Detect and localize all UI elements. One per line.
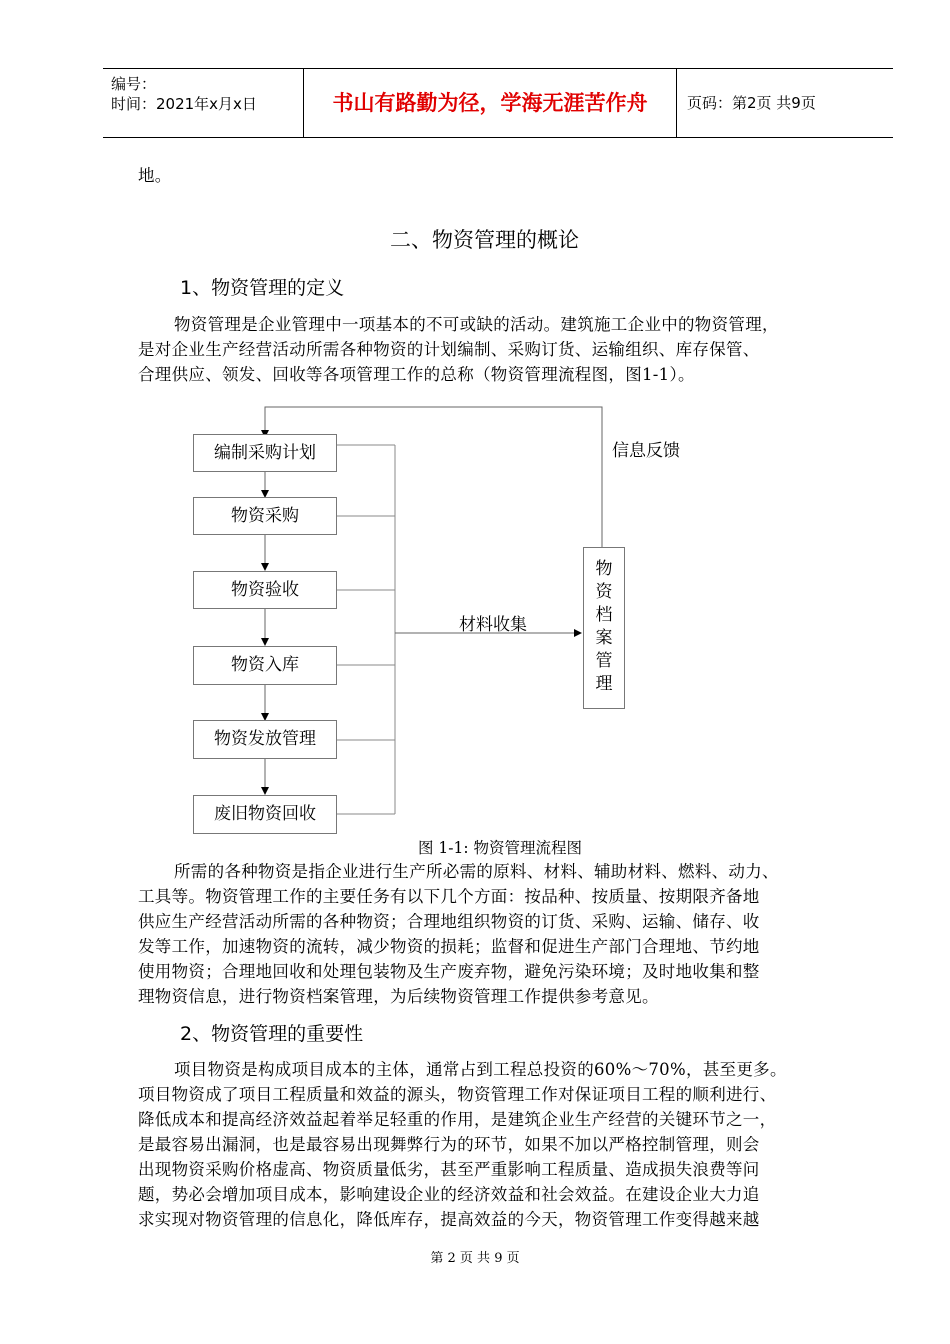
archive-char: 理 [595, 674, 613, 694]
paragraph-line: 发等工作，加速物资的流转，减少物资的损耗；监督和促进生产部门合理地、节约地 [138, 937, 760, 956]
collect-label: 材料收集 [459, 615, 527, 635]
archive-char: 管 [595, 651, 613, 671]
paragraph-line: 项目物资成了项目工程质量和效益的源头，物资管理工作对保证项目工程的顺利进行、 [138, 1085, 777, 1104]
paragraph-line: 理物资信息，进行物资档案管理，为后续物资管理工作提供参考意见。 [138, 987, 659, 1006]
section-title: 二、物资管理的概论 [390, 228, 579, 252]
paragraph-line: 项目物资是构成项目成本的主体，通常占到工程总投资的60%～70%，甚至更多。 [174, 1060, 787, 1079]
paragraph-line: 工具等。物资管理工作的主要任务有以下几个方面：按品种、按质量、按期限齐备地 [138, 887, 760, 906]
subsection-title-1: 1、物资管理的定义 [180, 277, 345, 299]
paragraph-line: 求实现对物资管理的信息化，降低库存，提高效益的今天，物资管理工作变得越来越 [138, 1210, 760, 1229]
paragraph-line: 出现物资采购价格虚高、物资质量低劣，甚至严重影响工程质量、造成损失浪费等问 [138, 1160, 760, 1179]
paragraph-line: 使用物资；合理地回收和处理包装物及生产废弃物，避免污染环境；及时地收集和整 [138, 962, 760, 981]
subsection-title-2: 2、物资管理的重要性 [180, 1023, 364, 1045]
header-motto: 书山有路勤为径，学海无涯苦作舟 [304, 69, 677, 137]
paragraph-line: 是最容易出漏洞，也是最容易出现舞弊行为的环节，如果不加以严格控制管理，则会 [138, 1135, 760, 1154]
page-footer: 第 2 页 共 9 页 [430, 1251, 520, 1266]
flow-step-issue: 物资发放管理 [193, 720, 337, 759]
paragraph-line: 题，势必会增加项目成本，影响建设企业的经济效益和社会效益。在建设企业大力追 [138, 1185, 760, 1204]
number-label: 编号： [111, 75, 157, 93]
paragraph-line: 合理供应、领发、回收等各项管理工作的总称（物资管理流程图，图1-1）。 [138, 365, 695, 384]
flow-step-inspect: 物资验收 [193, 571, 337, 609]
paragraph-line: 是对企业生产经营活动所需各种物资的计划编制、采购订货、运输组织、库存保管、 [138, 340, 760, 359]
feedback-label: 信息反馈 [612, 441, 680, 461]
archive-char: 档 [595, 605, 613, 625]
paragraph-line: 所需的各种物资是指企业进行生产所必需的原料、材料、辅助材料、燃料、动力、 [174, 862, 779, 881]
paragraph-line: 物资管理是企业管理中一项基本的不可或缺的活动。建筑施工企业中的物资管理， [174, 315, 779, 334]
archive-management-box [583, 547, 625, 709]
archive-char: 资 [595, 582, 613, 602]
archive-char: 物 [595, 559, 613, 579]
lead-fragment: 地。 [138, 166, 172, 185]
flow-step-purchase: 物资采购 [193, 497, 337, 535]
paragraph-line: 降低成本和提高经济效益起着举足轻重的作用，是建筑企业生产经营的关键环节之一， [138, 1110, 777, 1129]
header-page-info: 页码：第2页 共9页 [687, 94, 816, 112]
flow-step-store: 物资入库 [193, 646, 337, 685]
paragraph-line: 供应生产经营活动所需的各种物资；合理地组织物资的订货、采购、运输、储存、收 [138, 912, 760, 931]
figure-caption: 图 1-1: 物资管理流程图 [418, 839, 583, 857]
date-line: 时间：2021年x月x日 [111, 95, 257, 113]
flow-step-recycle: 废旧物资回收 [193, 795, 337, 834]
flow-step-plan: 编制采购计划 [193, 434, 337, 472]
archive-char: 案 [595, 628, 613, 648]
